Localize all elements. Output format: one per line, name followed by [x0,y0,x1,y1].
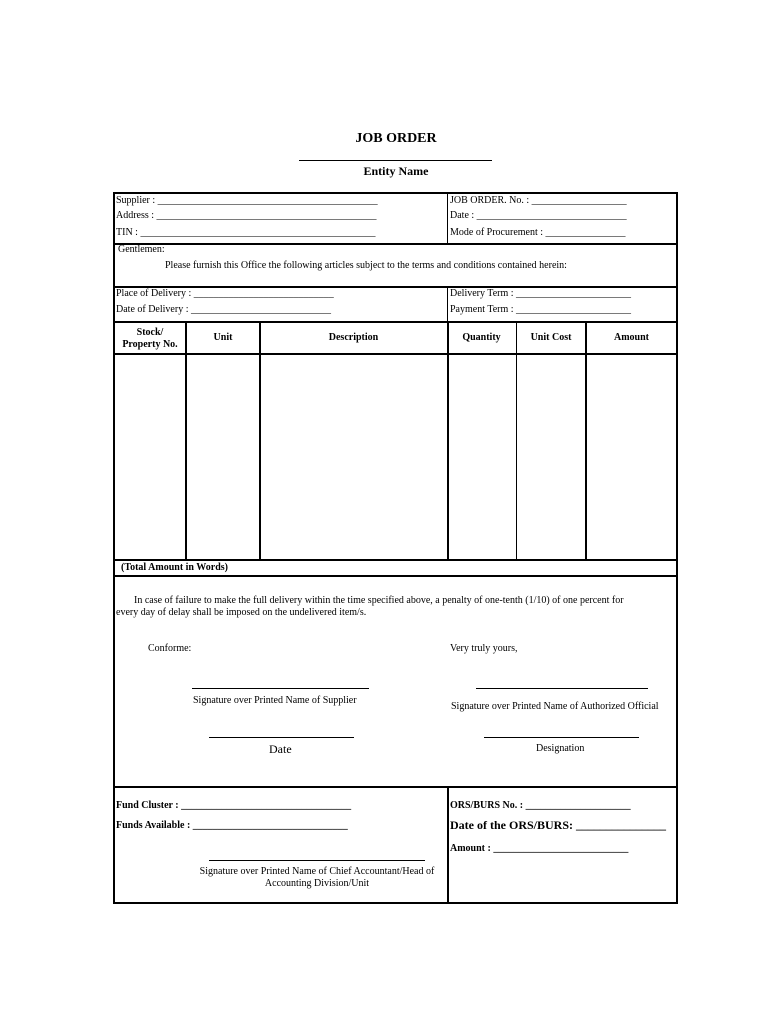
tin-field[interactable]: TIN : _______________________________________________ [116,227,376,238]
delivery-divider [447,287,448,322]
address-field[interactable]: Address : ____________________________________________ [116,210,377,221]
official-signature-line[interactable] [476,688,648,689]
supplier-signature-caption: Signature over Printed Name of Supplier [193,695,357,706]
amount-field[interactable]: Amount : ___________________________ [450,843,629,854]
table-body-area[interactable] [115,355,676,559]
very-truly-yours-label: Very truly yours, [450,643,518,654]
delivery-term-field[interactable]: Delivery Term : _______________________ [450,288,632,299]
funds-available-field[interactable]: Funds Available : _______________________________ [116,820,348,831]
row-divider-4 [114,575,677,577]
mode-of-procurement-field[interactable]: Mode of Procurement : ________________ [450,227,626,238]
document-title: JOB ORDER [355,131,437,146]
supplier-signature-line[interactable] [192,688,369,689]
total-amount-in-words-label: (Total Amount in Words) [121,562,228,573]
col-header-unit-cost: Unit Cost [530,332,572,343]
col-header-stock: Stock/ Property No. [122,327,178,350]
penalty-clause-line-2: every day of delay shall be imposed on the undelivered item/s. [116,607,367,618]
payment-term-field[interactable]: Payment Term : _______________________ [450,304,632,315]
designation-caption: Designation [536,743,585,754]
entity-name: Entity Name [363,164,429,178]
row-divider-5 [114,786,677,788]
date-caption: Date [269,742,292,756]
top-divider [447,193,448,243]
col-header-description: Description [328,332,379,343]
gentlemen-label: Gentlemen: [118,244,165,255]
row-divider-3 [114,321,677,323]
designation-line[interactable] [484,737,639,738]
date-of-delivery-field[interactable]: Date of Delivery : ____________________________ [116,304,331,315]
col-header-quantity: Quantity [462,332,501,343]
chief-accountant-signature-line[interactable] [209,860,425,861]
entity-name-line [299,160,492,161]
row-divider-1 [114,243,677,245]
total-amount-in-words-field[interactable] [240,561,676,575]
job-order-no-field[interactable]: JOB ORDER. No. : ___________________ [450,195,627,206]
conforme-label: Conforme: [148,643,192,654]
chief-accountant-caption: Signature over Printed Name of Chief Accountant/Head of Accounting Division/Unit [199,866,435,889]
date-field[interactable]: Date : ______________________________ [450,210,627,221]
ors-burs-date-field[interactable]: Date of the ORS/BURS: _______________ [450,818,666,832]
ors-burs-no-field[interactable]: ORS/BURS No. : _____________________ [450,800,631,811]
intro-text: Please furnish this Office the following articles subject to the terms and conditions contained herein: [165,260,567,271]
supplier-field[interactable]: Supplier : ____________________________________________ [116,195,378,206]
official-signature-caption: Signature over Printed Name of Authorized Official [451,701,659,712]
col-header-unit: Unit [213,332,233,343]
col-header-amount: Amount [613,332,649,343]
date-signature-line[interactable] [209,737,354,738]
fund-cluster-field[interactable]: Fund Cluster : __________________________________ [116,800,352,811]
place-of-delivery-field[interactable]: Place of Delivery : ____________________________ [116,288,334,299]
penalty-clause-line-1: In case of failure to make the full delivery within the time specified above, a penalty of one-tenth (1/10) of one percent for [134,595,624,606]
